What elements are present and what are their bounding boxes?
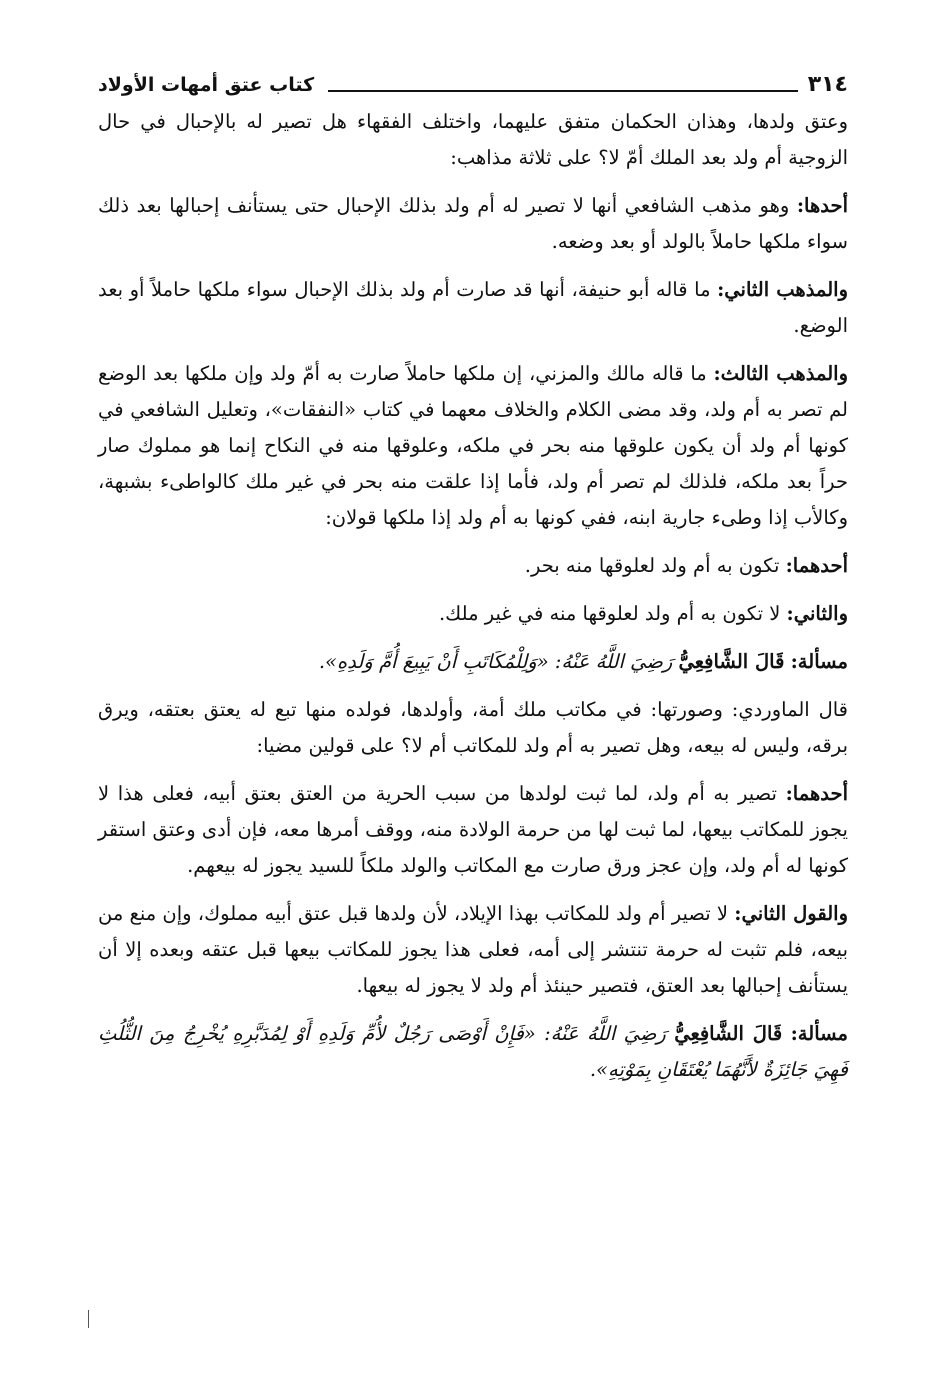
paragraph-label: أحدهما: [785, 554, 848, 577]
masala-quote: رَضِيَ اللَّهُ عَنْهُ: «وَلِلْمُكَاتَبِ أَنْ يَبِيعَ أُمَّ وَلَدِهِ». [318, 650, 679, 673]
masala-speaker: قَالَ الشَّافِعِيُّ [678, 650, 785, 673]
masala-quote: رَضِيَ اللَّهُ عَنْهُ: «فَإِنْ أَوْصَى رَجُلٌ لأُمِّ وَلَدِهِ أَوْ لِمُدَبَّرِهِ يُخْرِجُ مِنَ الثُّلُثِ فَهِيَ جَائِزَةٌ لأَنَّهُمَا يُعْتَقَانِ بِمَوْتِهِ». [98, 1022, 848, 1081]
masala-heading-2 [98, 1016, 848, 1088]
paragraph-saying-one [98, 548, 848, 584]
paragraph-second-opinion [98, 272, 848, 344]
paragraph-label: والقول الثاني: [734, 902, 849, 925]
header-rule [328, 90, 798, 92]
masala-label: مسألة: [790, 1022, 848, 1045]
paragraph-label: والمذهب الثاني: [717, 278, 848, 301]
masala-speaker: قَالَ الشَّافِعِيُّ [674, 1022, 783, 1045]
paragraph-text: وعتق ولدها، وهذان الحكمان متفق عليهما، واختلف الفقهاء هل تصير له بالإحبال في حال الزوجية أم ولد بعد الملك أمّ لا؟ على ثلاثة مذاهب: [98, 110, 848, 169]
paragraph-text: وهو مذهب الشافعي أنها لا تصير له أم ولد بذلك الإحبال حتى يستأنف إحبالها بعد ذلك سواء ملكها حاملاً بالولد أو بعد وضعه. [98, 194, 848, 253]
masala-heading-1 [98, 644, 848, 680]
paragraph-first-opinion [98, 188, 848, 260]
paragraph-text: تصير به أم ولد، لما ثبت لولدها من سبب الحرية من العتق بعتق أبيه، فعلى هذا لا يجوز للمكاتب بيعها، لما ثبت لها من حرمة الولادة منه، ووقف أمرها معه، فإن أدى وعتق استقر كونها له أم ولد، وإن عجز ورق صارت مع المكاتب والولد ملكاً للسيد يجوز له بيعهم. [98, 782, 848, 877]
paragraph-text: ما قاله مالك والمزني، إن ملكها حاملاً صارت به أمّ ولد وإن ملكها بعد الوضع لم تصر به أم ولد، وقد مضى الكلام والخلاف معهما في كتاب «النفقات»، وتعليل الشافعي في كونها أم ولد أن يكون علوقها منه بحر في ملكه، وعلوقها منه في النكاح إنما هو مملوك صار حراً بعد ملكه، فلذلك لم تصر أم ولد، فأما إذا علقت منه بحر في غير ملك كالواطىء بشبهة، وكالأب إذا وطىء جارية ابنه، ففي كونها به أم ولد إذا ملكها قولان: [98, 362, 848, 529]
paragraph-label: أحدهما: [785, 782, 848, 805]
document-page [98, 68, 848, 1100]
running-title: كتاب عتق أمهات الأولاد [98, 74, 315, 96]
paragraph-third-opinion [98, 356, 848, 536]
paragraph-text: تكون به أم ولد لعلوقها منه بحر. [524, 554, 786, 577]
paragraph-mawardi [98, 692, 848, 764]
margin-mark [88, 1310, 89, 1328]
paragraph-text: ما قاله أبو حنيفة، أنها قد صارت أم ولد بذلك الإحبال سواء ملكها حاملاً أو بعد الوضع. [98, 278, 848, 337]
paragraph-text: لا تصير أم ولد للمكاتب بهذا الإيلاد، لأن ولدها قبل عتق أبيه مملوك، وإن منع من بيعه، فلم تثبت له حرمة تنتشر إلى أمه، فعلى هذا يجوز للمكاتب بيعها قبل عتقه وبعده إلا أن يستأنف إحبالها بعد العتق، فتصير حينئذ أم ولد لا يجوز له بيعها. [98, 902, 848, 997]
paragraph-intro [98, 104, 848, 176]
paragraph-label: أحدها: [796, 194, 848, 217]
paragraph-first-saying [98, 776, 848, 884]
paragraph-saying-two [98, 596, 848, 632]
paragraph-label: والمذهب الثالث: [713, 362, 848, 385]
page-number: ٣١٤ [807, 72, 848, 97]
paragraph-text: لا تكون به أم ولد لعلوقها منه في غير ملك. [438, 602, 787, 625]
paragraph-label: والثاني: [786, 602, 848, 625]
masala-label: مسألة: [790, 650, 848, 673]
page-header [98, 68, 848, 104]
paragraph-second-saying [98, 896, 848, 1004]
paragraph-text: قال الماوردي: وصورتها: في مكاتب ملك أمة، وأولدها، فولده منها تبع له يعتق بعتقه، ويرق برقه، وليس له بيعه، وهل تصير به أم ولد للمكاتب أم لا؟ على قولين مضيا: [98, 698, 848, 757]
